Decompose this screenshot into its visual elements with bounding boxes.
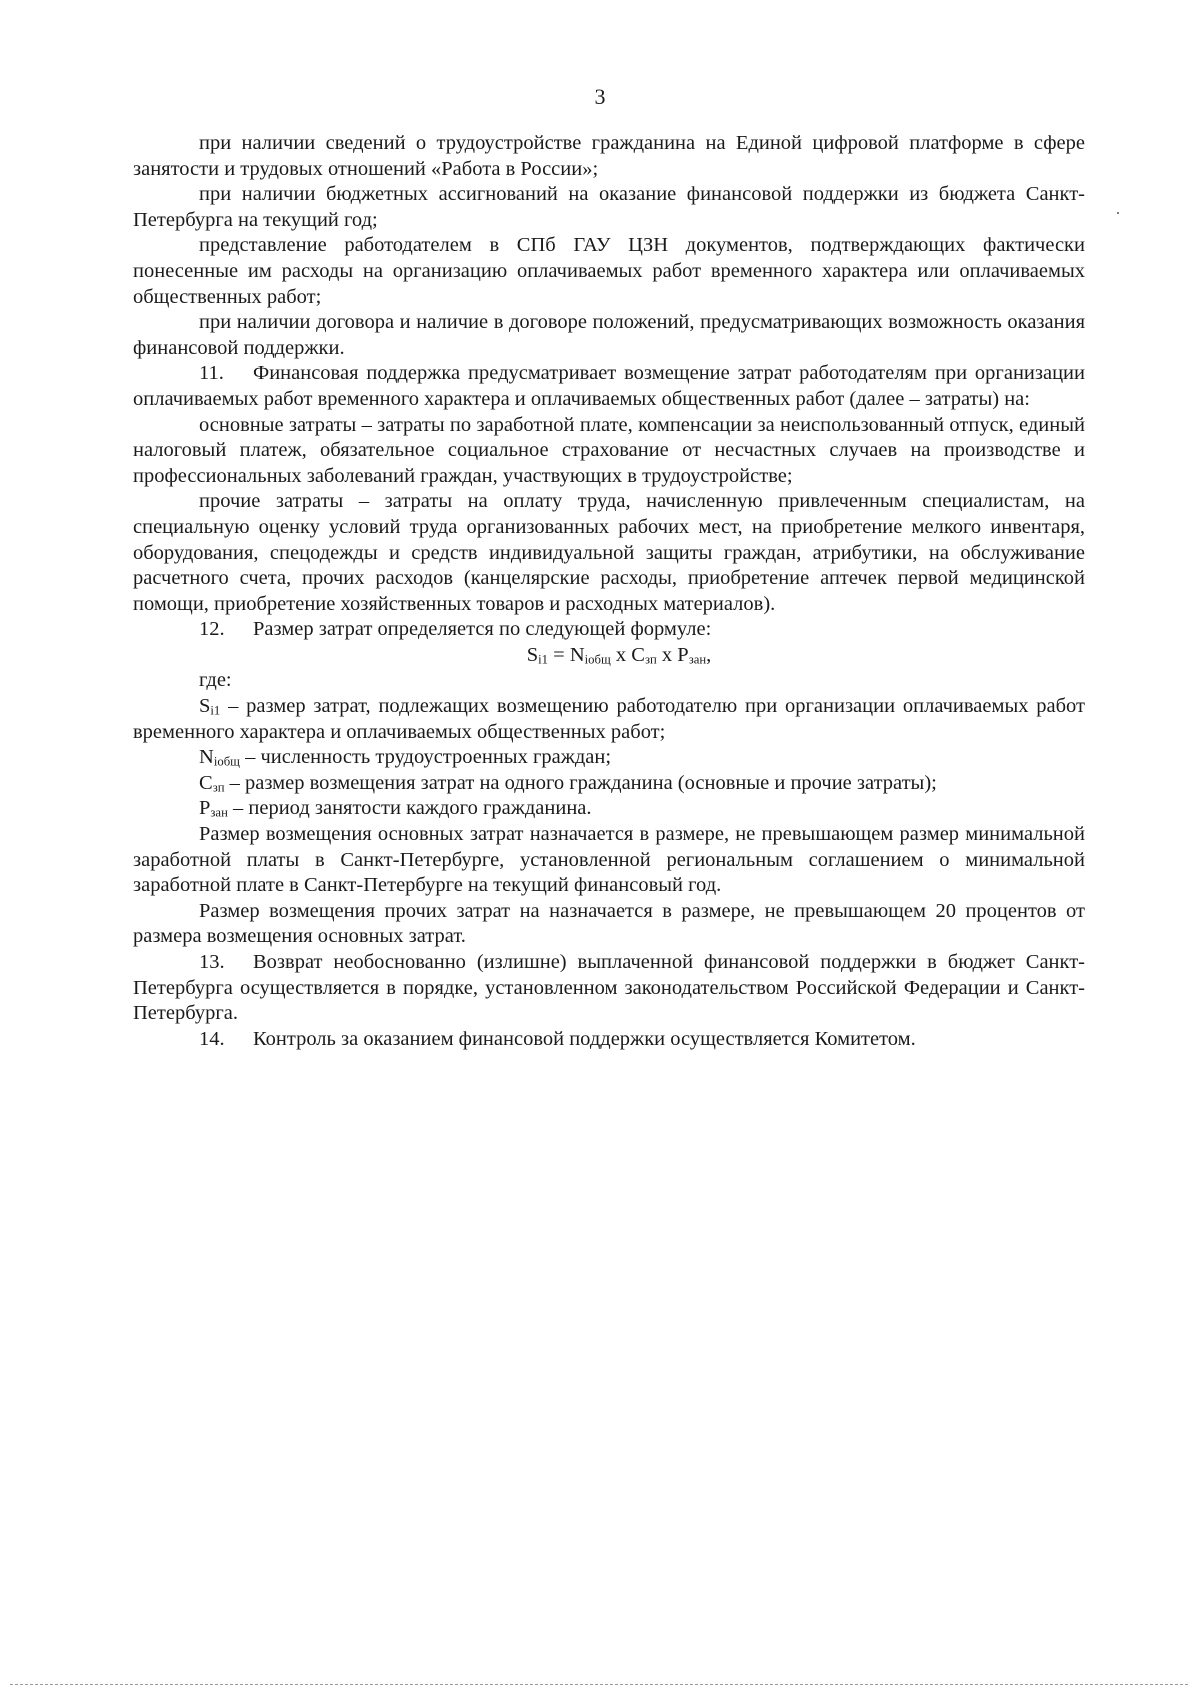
- cost-formula: $S_{i1} = N_{iобщ}$ х $С_{зп}$ х $Р_{зан}$,: [526, 643, 712, 667]
- scan-edge-line: [10, 1684, 1188, 1685]
- clause-number: 12.: [199, 618, 225, 641]
- paragraph-contract-provisions: при наличии договора и наличие в договоре положений, предусматривающих возможность оказания финансовой поддержки.: [133, 311, 1085, 359]
- clause-14: [133, 1027, 1085, 1053]
- clause-number: 13.: [199, 951, 225, 973]
- clause-text: Возврат необоснованно (излишне) выплаченной финансовой поддержки в бюджет Санкт-Петербурга осуществляется в порядке, установленном законодательством Российской Федерации и Санкт-Петербурга.: [133, 951, 1085, 1025]
- clause-text: Размер затрат определяется по следующей формуле:: [253, 618, 712, 641]
- scan-speck: [1117, 212, 1119, 214]
- paragraph-budget-allocations: при наличии бюджетных ассигнований на оказание финансовой поддержки из бюджета Санкт-Петербурга на текущий год;: [133, 183, 1085, 231]
- paragraph-other-costs-limit: Размер возмещения прочих затрат на назначается в размере, не превышающем 20 процентов от размера возмещения основных затрат.: [133, 899, 1085, 948]
- paragraph-other-costs: прочие затраты – затраты на оплату труда, начисленную привлеченным специалистам, на специальную оценку условий труда организованных рабочих мест, на приобретение мелкого инвентаря, оборудования, спецодежды и средств индивидуальной защиты граждан, атрибутики, на обслуживание расчетного счета, прочих расходов (канцелярские расходы, приобретение аптечек первой медицинской помощи, приобретение хозяйственных товаров и расходных материалов).: [133, 490, 1085, 615]
- document-body: [133, 131, 1085, 1052]
- definition-p: $Р_{зан}$ – период занятости каждого гражданина.: [199, 797, 592, 820]
- definition-n: $N_{iобщ}$ – численность трудоустроенных граждан;: [199, 746, 612, 769]
- clause-11: [133, 361, 1085, 412]
- clause-text: Финансовая поддержка предусматривает возмещение затрат работодателям при организации оплачиваемых работ временного характера и оплачиваемых общественных работ (далее – затраты) на:: [133, 362, 1085, 410]
- clause-text: Контроль за оказанием финансовой поддержки осуществляется Комитетом.: [253, 1027, 916, 1050]
- clause-number: 11.: [199, 362, 224, 385]
- paragraph-main-costs-limit: Размер возмещения основных затрат назначается в размере, не превышающем размер минимальной заработной платы в Санкт-Петербурге, установленной региональным соглашением о минимальной заработной плате в Санкт-Петербурге на текущий финансовый год.: [133, 823, 1085, 897]
- clause-12: [133, 617, 1085, 643]
- page-number: 3: [594, 84, 606, 109]
- definition-c: $С_{зп}$ – размер возмещения затрат на одного гражданина (основные и прочие затраты);: [199, 771, 937, 795]
- definition-s: $S_{i1}$ – размер затрат, подлежащих возмещению работодателю при организации оплачиваемых работ временного характера и оплачиваемых общественных работ;: [133, 695, 1085, 743]
- paragraph-employment-info: при наличии сведений о трудоустройстве гражданина на Единой цифровой платформе в сфере занятости и трудовых отношений «Работа в России»;: [133, 132, 1085, 180]
- clause-13: [133, 950, 1085, 1027]
- paragraph-employer-documents: представление работодателем в СПб ГАУ ЦЗН документов, подтверждающих фактически понесенные им расходы на организацию оплачиваемых работ временного характера или оплачиваемых общественных работ;: [133, 234, 1085, 308]
- formula-where-label: где:: [199, 669, 232, 692]
- clause-number: 14.: [199, 1027, 225, 1050]
- paragraph-main-costs: основные затраты – затраты по заработной плате, компенсации за неиспользованный отпуск, единый налоговый платеж, обязательное социальное страхование от несчастных случаев на производстве и профессиональных заболеваний граждан, участвующих в трудоустройстве;: [133, 413, 1085, 487]
